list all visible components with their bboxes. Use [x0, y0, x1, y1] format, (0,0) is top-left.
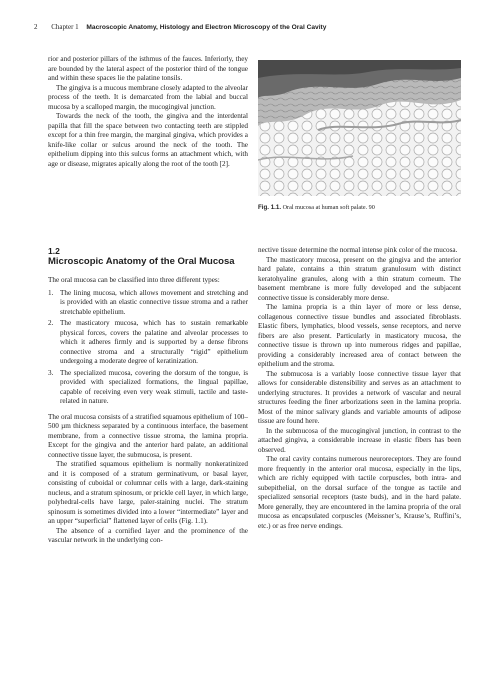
page-number: 2 — [34, 23, 38, 31]
paragraph: The absence of a cornified layer and the prominence of the vascular network in the underlying con- — [48, 526, 248, 544]
running-head-title: Macroscopic Anatomy, Histology and Electron Microscopy of the Oral Cavity — [86, 24, 327, 31]
left-column — [48, 246, 248, 546]
section-number: 1.2 — [48, 246, 60, 256]
right-column — [258, 246, 461, 531]
list-item-text: The masticatory mucosa, which has to sustain remarkable physical forces, covers the palatine and alveolar processes to which it adheres firmly and is supported by a dense fibrons connective stroma and a structurally “rigid” epithelium undergoing a moderate degree of keratinization. — [60, 319, 248, 365]
running-head — [34, 22, 466, 33]
figure-histology-image — [258, 60, 461, 196]
paragraph: The oral cavity contains numerous neuroreceptors. They are found more frequently in the anterior oral mucosa, especially in the lips, which are richly equipped with tactile corpuscles, both intra- and subepithelial, on the dorsal surface of the tongue as tactile and specialized sensorial receptors (taste buds), and in the hard palate. More generally, they are encountered in the lamina propria of the oral mucosa as encapsulated corpuscles (Meissner’s, Krause’s, Ruffini’s, etc.) or as free nerve endings. — [258, 455, 461, 530]
histology-micrograph — [258, 60, 461, 196]
paragraph: Towards the neck of the tooth, the gingiva and the interdental papilla that fill the space between two contacting teeth are stippled except for a thin free margin, the marginal gingiva, which provides a knife-like collar or sulcus around the neck of the tooth. The epithelium dipping into this sulcus forms an attachment which, with age or disease, migrates apically along the root of the tooth [2]. — [48, 112, 248, 168]
list-item-text: The specialized mucosa, covering the dorsum of the tongue, is provided with specialized formations, the lingual papillae, capable of receiving even very weak stimuli, tactile and taste-related in nature. — [60, 368, 248, 405]
section-intro: The oral mucosa can be classified into three different types: — [48, 276, 220, 284]
figure-caption — [258, 204, 461, 212]
list-item-number: 3. — [48, 368, 54, 377]
paragraph: The stratified squamous epithelium is normally nonkeratinized and it is composed of a stratum germinativum, or basal layer, consisting of cuboidal or columnar cells with a large, dark-staining nucleus, and a stratum spinosum, or prickle cell layer, in which large, polyhedral-cells have large, paler-staining nuclei. The stratum spinosum is sometimes divided into a lower “intermediate” layer and an upper “superficial” flattened layer of cells (Fig. 1.1). — [48, 460, 248, 525]
list-item-text: The lining mucosa, which allows movement and stretching and is provided with an elastic connective tissue stroma and a rather stretchable epithelium. — [60, 288, 248, 316]
list-item-number: 2. — [48, 319, 54, 327]
paragraph: rior and posterior pillars of the isthmus of the fauces. Inferiorly, they are bounded by the lateral aspect of the posterior third of the tongue and within these spaces lie the palatine tonsils. — [48, 55, 248, 82]
paragraph: The masticatory mucosa, present on the gingiva and the anterior hard palate, contains a thin stratum granulosum with distinct keratohyaline granules, along with a thin stratum corneum. The basement membrane is more fully developed and the subjacent connective tissue is considerably more dense. — [258, 255, 461, 302]
mucosa-types-list — [48, 289, 248, 407]
paragraph: The oral mucosa consists of a stratified squamous epithelium of 100–500 µm thickness separated by a continuous interface, the basement membrane, from a connective tissue stroma, the lamina propria. Except for the gingiva and the anterior hard palate, an additional connective tissue layer, the submucosa, is present. — [48, 412, 248, 459]
list-item — [48, 319, 248, 367]
section-title: Microscopic Anatomy of the Oral Mucosa — [48, 256, 235, 267]
top-left-text — [48, 55, 248, 169]
list-item-number: 1. — [48, 288, 54, 297]
running-head-chapter: Chapter 1 — [51, 23, 79, 31]
figure-label: Fig. 1.1. — [258, 204, 282, 211]
paragraph: The gingiva is a mucous membrane closely adapted to the alveolar process of the teeth. It is demarcated from the labial and buccal mucosa by a scalloped margin, the mucogingival junction. — [48, 83, 248, 111]
paragraph: The lamina propria is a thin layer of more or less dense, collagenous connective tissue bundles and associated fibroblasts. Elastic fibers, lymphatics, blood vessels, sense receptors, and nerve fibers are also present. Particularly in masticatory mucosa, the connective tissue is thrown up into numerous ridges and papillae, providing a considerably increased area of contact between the epithelium and the stroma. — [258, 303, 461, 368]
paragraph: nective tissue determine the normal intense pink color of the mucosa. — [258, 246, 458, 254]
paragraph: In the submucosa of the mucogingival junction, in contrast to the attached gingiva, a considerable increase in elastic fibers has been observed. — [258, 426, 461, 454]
list-item — [48, 289, 248, 318]
figure-caption-text: Oral mucosa at human soft palate. 90 — [282, 204, 375, 211]
list-item — [48, 369, 248, 407]
paragraph: The submucosa is a variably loose connective tissue layer that allows for considerable distensibility and serves as an attachment to underlying structures. It provides a network of vascular and neural structures feeding the finer arborizations seen in the lamina propria. Most of the minor salivary glands and variable amounts of adipose tissue are found here. — [258, 369, 461, 425]
